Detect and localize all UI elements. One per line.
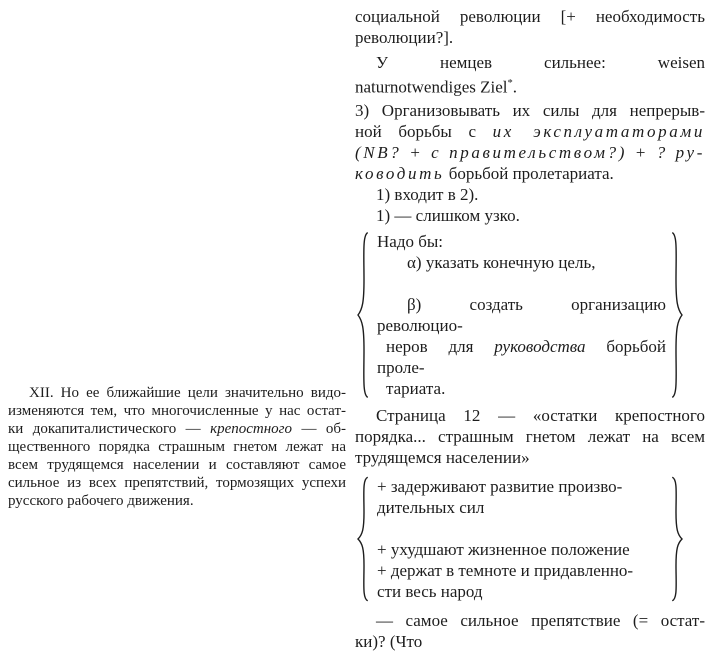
text-line: XII. Но ее ближайшие цели значительно видо- <box>29 385 346 401</box>
text-line: α) указать конечную цель, <box>407 252 596 272</box>
left-column <box>8 384 346 510</box>
paragraph-organize-forces <box>355 100 705 184</box>
text-line: + задерживают развитие произво- <box>377 476 623 496</box>
text-line: сильное из всех препятствий, тормозящих успехи <box>8 475 346 491</box>
paragraph-social-revolution <box>355 6 705 48</box>
text-line: ки)? (Что <box>355 631 423 651</box>
text-line: 1) — слишком узко. <box>376 205 520 225</box>
text-line: Надо бы: <box>377 231 444 251</box>
text-line: + держат в темноте и придавленно- <box>377 560 634 580</box>
paragraph-numbered-points <box>355 184 705 226</box>
text-line <box>377 273 666 294</box>
text-line: щественного порядка страшным гнетом лежат на <box>8 439 346 455</box>
left-brace-icon <box>355 231 370 399</box>
text-line: революции?]. <box>355 28 454 47</box>
text-line: дительных сил <box>377 497 485 517</box>
text-line: всем трудящемся населении и составляют самое <box>8 457 346 473</box>
left-brace-icon <box>355 476 370 602</box>
text-line: У немцев сильнее: weisen <box>376 53 705 72</box>
text-line: β) создать организацию революцио- <box>377 294 666 335</box>
text-line: тариата. <box>386 378 446 398</box>
right-brace-icon <box>670 231 685 399</box>
text-line: ной борьбы с их эксплуататорами <box>355 121 705 141</box>
paragraph-germans <box>355 52 705 98</box>
text-line: 1) входит в 2). <box>376 184 479 204</box>
text-line: русского рабочего движения. <box>8 493 194 509</box>
text-line <box>377 518 666 539</box>
text-line: naturnotwendiges Ziel*. <box>355 77 518 97</box>
text-line: (NB? + с правительством?) + ? ру- <box>355 142 705 162</box>
paragraph-strongest-obstacle <box>355 610 705 652</box>
text-line: — самое сильное препятствие (= остат- <box>376 610 705 630</box>
text-line: сти весь народ <box>377 581 483 601</box>
brace-block-needed <box>355 231 685 399</box>
right-brace-icon <box>670 476 685 602</box>
text-line: трудящемся населении» <box>355 447 530 467</box>
text-line: Страница 12 — «остатки крепостного <box>376 405 705 425</box>
text-line: порядка... страшным гнетом лежат на всем <box>355 426 705 446</box>
text-line: изменяются тем, что многочисленные у нас остат- <box>8 403 346 419</box>
text-line: 3) Организовывать их силы для непрерыв- <box>355 100 705 120</box>
paragraph-page-12 <box>355 405 705 468</box>
text-line: неров для руководства борьбой проле- <box>377 336 667 377</box>
brace-needed-text <box>370 231 670 399</box>
text-line: ководить борьбой пролетариата. <box>355 163 614 183</box>
brace-block-remnants <box>355 476 685 602</box>
text-line: ки докапиталистического — крепостного — об- <box>8 421 346 437</box>
paragraph-xii <box>8 384 346 510</box>
text-line: социальной революции [+ необходимость <box>355 7 705 26</box>
right-column <box>355 6 705 652</box>
text-line: + ухудшают жизненное положение <box>377 539 630 559</box>
brace-remnants-text <box>370 476 670 602</box>
